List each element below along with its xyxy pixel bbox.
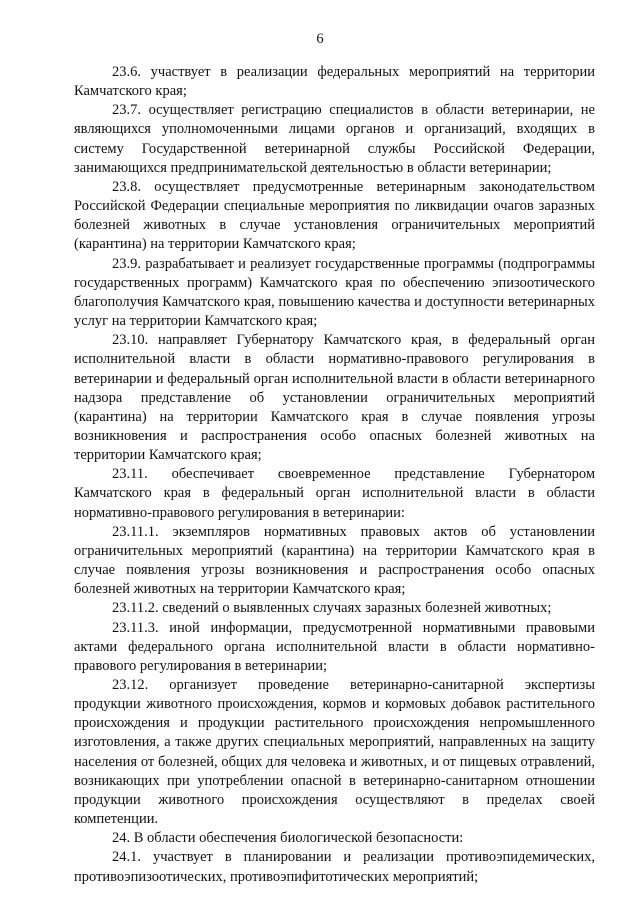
paragraph-23-11: 23.11. обеспечивает своевременное представление Губернатором Камчатского края в федеральный орган исполнительной власти в области нормативно-правового регулирования в ветеринарии: — [74, 466, 595, 521]
paragraph-23-7: 23.7. осуществляет регистрацию специалистов в области ветеринарии, не являющихся уполномоченными лицами органов и организаций, входящих в систему Государственной ветеринарной службы Российской Федерации, занимающихся предпринимательской деятельностью в области ветеринарии; — [74, 102, 595, 176]
page-number: 6 — [316, 31, 324, 47]
paragraph-24-1: 24.1. участвует в планировании и реализации противоэпидемических, противоэпизоотических, противоэпифитотических мероприятий; — [74, 849, 595, 885]
paragraph-23-11-2: 23.11.2. сведений о выявленных случаях заразных болезней животных; — [112, 600, 552, 617]
paragraph-23-6: 23.6. участвует в реализации федеральных мероприятий на территории Камчатского края; — [74, 64, 595, 100]
paragraph-24: 24. В области обеспечения биологической безопасности: — [112, 830, 464, 847]
paragraph-23-11-1: 23.11.1. экземпляров нормативных правовых актов об установлении ограничительных мероприятий (карантина) на территории Камчатского края в случае появления угрозы возникновения и распространения особо опасных болезней животных на территории Камчатского края; — [74, 523, 595, 598]
paragraph-23-12: 23.12. организует проведение ветеринарно-санитарной экспертизы продукции животного происхождения, кормов и кормовых добавок растительного происхождения и продукции растительного происхождения непромышленного изготовления, а также других специальных мероприятий, направленных на защиту населения от болезней, общих для человека и животных, и от пищевых отравлений, возникающих при употреблении опасной в ветеринарно-санитарном отношении продукции животного происхождения осуществляют в пределах своей компетенции. — [74, 677, 595, 828]
paragraph-23-9: 23.9. разрабатывает и реализует государственные программы (подпрограммы государственных программ) Камчатского края по обеспечению эпизоотического благополучия Камчатского края, повышению качества и доступности ветеринарных услуг на территории Камчатского края; — [74, 255, 595, 330]
paragraph-23-10: 23.10. направляет Губернатору Камчатского края, в федеральный орган исполнительной власти в области нормативно-правового регулирования в ветеринарии и федеральный орган исполнительной власти в области ветеринарного надзора представление об установлении ограничительных мероприятий (карантина) на территории Камчатского края в случае появления угрозы возникновения и распространения особо опасных болезней животных на территории Камчатского края; — [74, 332, 595, 464]
paragraph-23-11-3: 23.11.3. иной информации, предусмотренной нормативными правовыми актами федерального органа исполнительной власти в области нормативно-правового регулирования в ветеринарии; — [74, 619, 595, 674]
document-body — [74, 63, 595, 887]
paragraph-23-8: 23.8. осуществляет предусмотренные ветеринарным законодательством Российской Федерации специальные мероприятия по ликвидации очагов заразных болезней животных в случае установления ограничительных мероприятий (карантина) на территории Камчатского края; — [74, 178, 595, 253]
